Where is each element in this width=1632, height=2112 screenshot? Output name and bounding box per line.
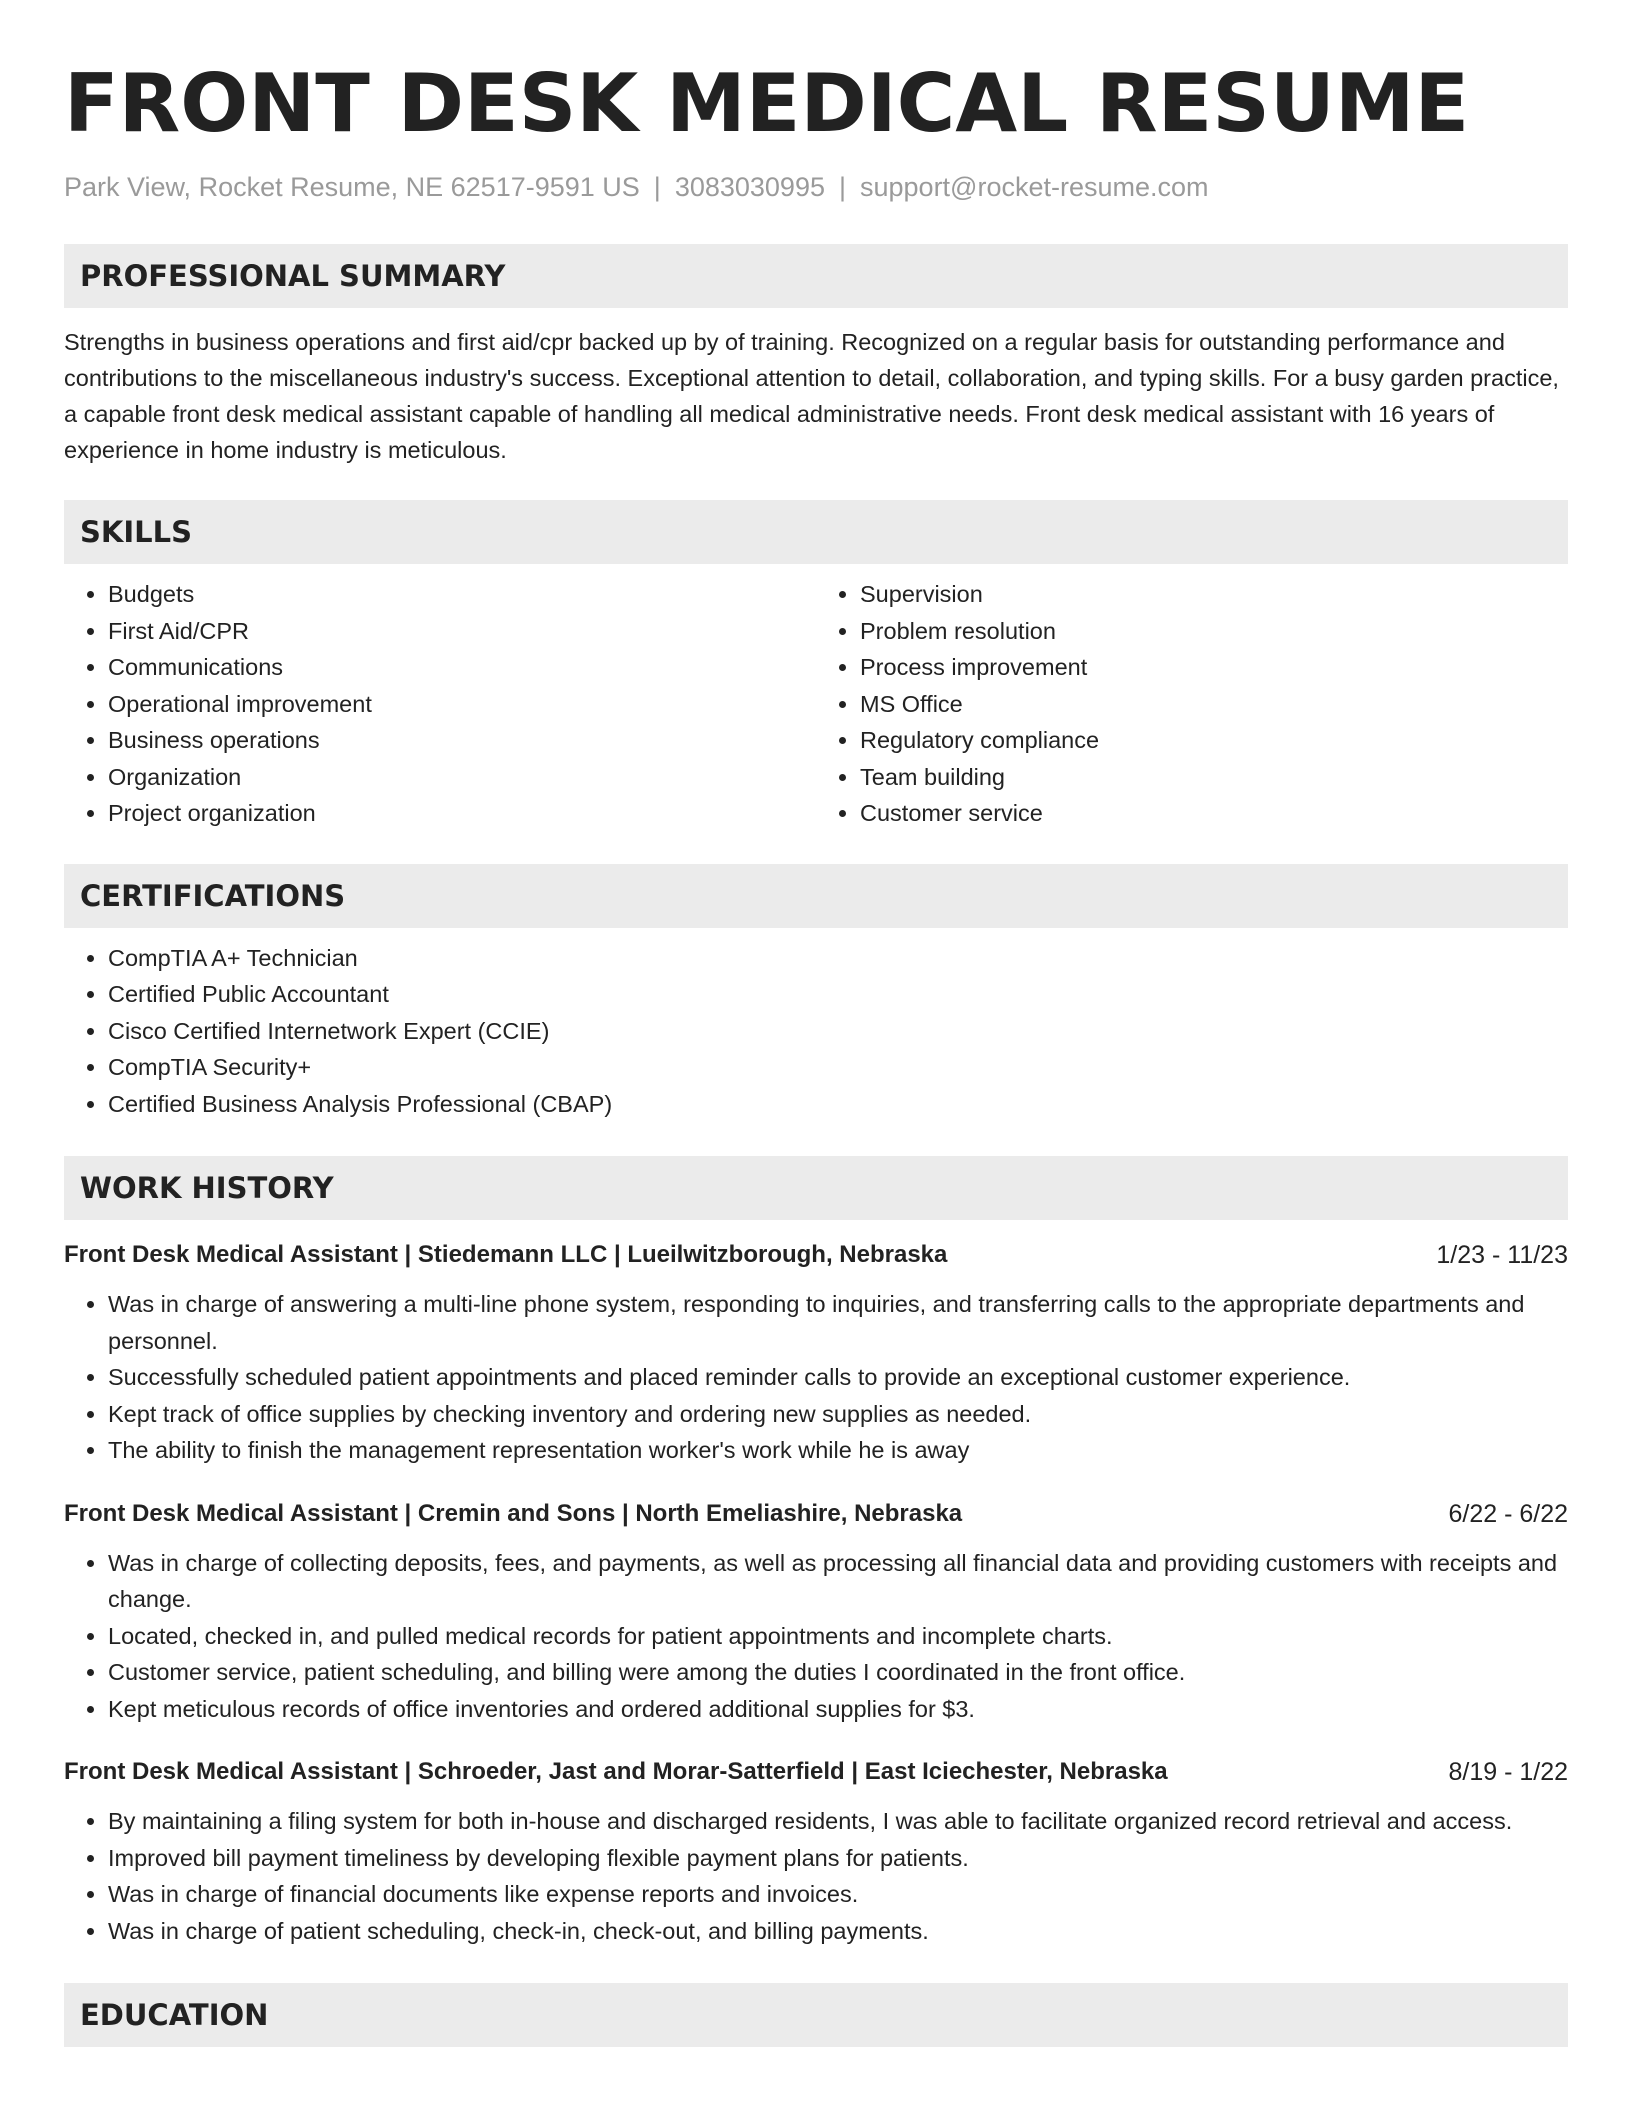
job-title: Front Desk Medical Assistant | Stiedemann LLC | Lueilwitzborough, Nebraska: [64, 1241, 948, 1268]
job-header: [64, 1497, 1568, 1531]
job-dates: 1/23 - 11/23: [1436, 1241, 1568, 1269]
skill-item: • Regulatory compliance: [860, 722, 1568, 759]
contact-address: Park View, Rocket Resume, NE 62517-9591 US: [64, 172, 640, 202]
certification-item: • CompTIA A+ Technician: [108, 940, 1568, 977]
skill-item: • Project organization: [108, 795, 816, 832]
section-header-summary: PROFESSIONAL SUMMARY: [64, 244, 1568, 308]
job-bullet: • Was in charge of patient scheduling, check-in, check-out, and billing payments.: [108, 1913, 1568, 1950]
skill-item: • MS Office: [860, 686, 1568, 723]
certifications-list: [64, 940, 1568, 1123]
job-bullet: • Was in charge of answering a multi-line phone system, responding to inquiries, and transferring calls to the appropriate departments and personnel.: [108, 1286, 1568, 1359]
skill-item: • Problem resolution: [860, 613, 1568, 650]
job-bullet: • Customer service, patient scheduling, and billing were among the duties I coordinated in the front office.: [108, 1654, 1568, 1691]
certification-item: • CompTIA Security+: [108, 1049, 1568, 1086]
skill-item: • Organization: [108, 759, 816, 796]
job-bullets: [64, 1803, 1568, 1949]
resume-title: FRONT DESK MEDICAL RESUME: [64, 57, 1470, 150]
skills-column-right: [816, 576, 1568, 832]
job-entry: [64, 1238, 1568, 1469]
section-header-education: EDUCATION: [64, 1983, 1568, 2047]
summary-text: Strengths in business operations and first aid/cpr backed up by of training. Recognized on a regular basis for outstanding performance and contributions to the miscellaneous industry's success. Exceptional attention to detail, collaboration, and typing skills. For a busy garden practice, a capable front desk medical assistant capable of handling all medical administrative needs. Front desk medical assistant with 16 years of experience in home industry is meticulous.: [64, 329, 1559, 463]
job-bullet: • Successfully scheduled patient appointments and placed reminder calls to provide an exceptional customer experience.: [108, 1359, 1568, 1396]
job-header: [64, 1238, 1568, 1272]
skill-item: • Business operations: [108, 722, 816, 759]
skill-item: • Supervision: [860, 576, 1568, 613]
job-entry: [64, 1497, 1568, 1728]
job-bullet: • Improved bill payment timeliness by developing flexible payment plans for patients.: [108, 1840, 1568, 1877]
section-header-work-history: WORK HISTORY: [64, 1156, 1568, 1220]
skills-list: [64, 576, 1568, 832]
job-dates: 6/22 - 6/22: [1448, 1499, 1568, 1528]
skill-item: • Team building: [860, 759, 1568, 796]
skill-item: • Customer service: [860, 795, 1568, 832]
skill-item: • First Aid/CPR: [108, 613, 816, 650]
job-bullets: [64, 1286, 1568, 1469]
job-dates: 8/19 - 1/22: [1448, 1758, 1568, 1786]
certification-item: • Certified Business Analysis Professional (CBAP): [108, 1086, 1568, 1123]
job-bullet: • Located, checked in, and pulled medical records for patient appointments and incomplete charts.: [108, 1618, 1568, 1655]
contact-separator: |: [838, 172, 846, 202]
job-bullet: • The ability to finish the management representation worker's work while he is away: [108, 1432, 1568, 1469]
job-bullet: • Was in charge of financial documents like expense reports and invoices.: [108, 1876, 1568, 1913]
contact-separator: |: [653, 172, 661, 202]
certification-item: • Certified Public Accountant: [108, 976, 1568, 1013]
job-bullet: • Was in charge of collecting deposits, fees, and payments, as well as processing all financial data and providing customers with receipts and change.: [108, 1545, 1568, 1618]
job-title: Front Desk Medical Assistant | Schroeder, Jast and Morar-Satterfield | East Iciechester, Nebraska: [64, 1758, 1168, 1785]
job-bullet: • Kept meticulous records of office inventories and ordered additional supplies for $3.: [108, 1691, 1568, 1728]
skill-item: • Budgets: [108, 576, 816, 613]
contact-line: [64, 170, 1568, 204]
job-bullet: • By maintaining a filing system for both in-house and discharged residents, I was able to facilitate organized record retrieval and access.: [108, 1803, 1568, 1840]
section-header-skills: SKILLS: [64, 500, 1568, 564]
skill-item: • Communications: [108, 649, 816, 686]
skill-item: • Process improvement: [860, 649, 1568, 686]
skill-item: • Operational improvement: [108, 686, 816, 723]
contact-phone: 3083030995: [674, 172, 825, 202]
certification-item: • Cisco Certified Internetwork Expert (CCIE): [108, 1013, 1568, 1050]
job-bullets: [64, 1545, 1568, 1728]
job-header: [64, 1755, 1568, 1789]
section-header-certifications: CERTIFICATIONS: [64, 864, 1568, 928]
job-title: Front Desk Medical Assistant | Cremin and Sons | North Emeliashire, Nebraska: [64, 1499, 963, 1527]
contact-email[interactable]: support@rocket-resume.com: [860, 172, 1209, 202]
job-entry: [64, 1755, 1568, 1949]
skills-column-left: [64, 576, 816, 832]
job-bullet: • Kept track of office supplies by checking inventory and ordering new supplies as needed.: [108, 1396, 1568, 1433]
